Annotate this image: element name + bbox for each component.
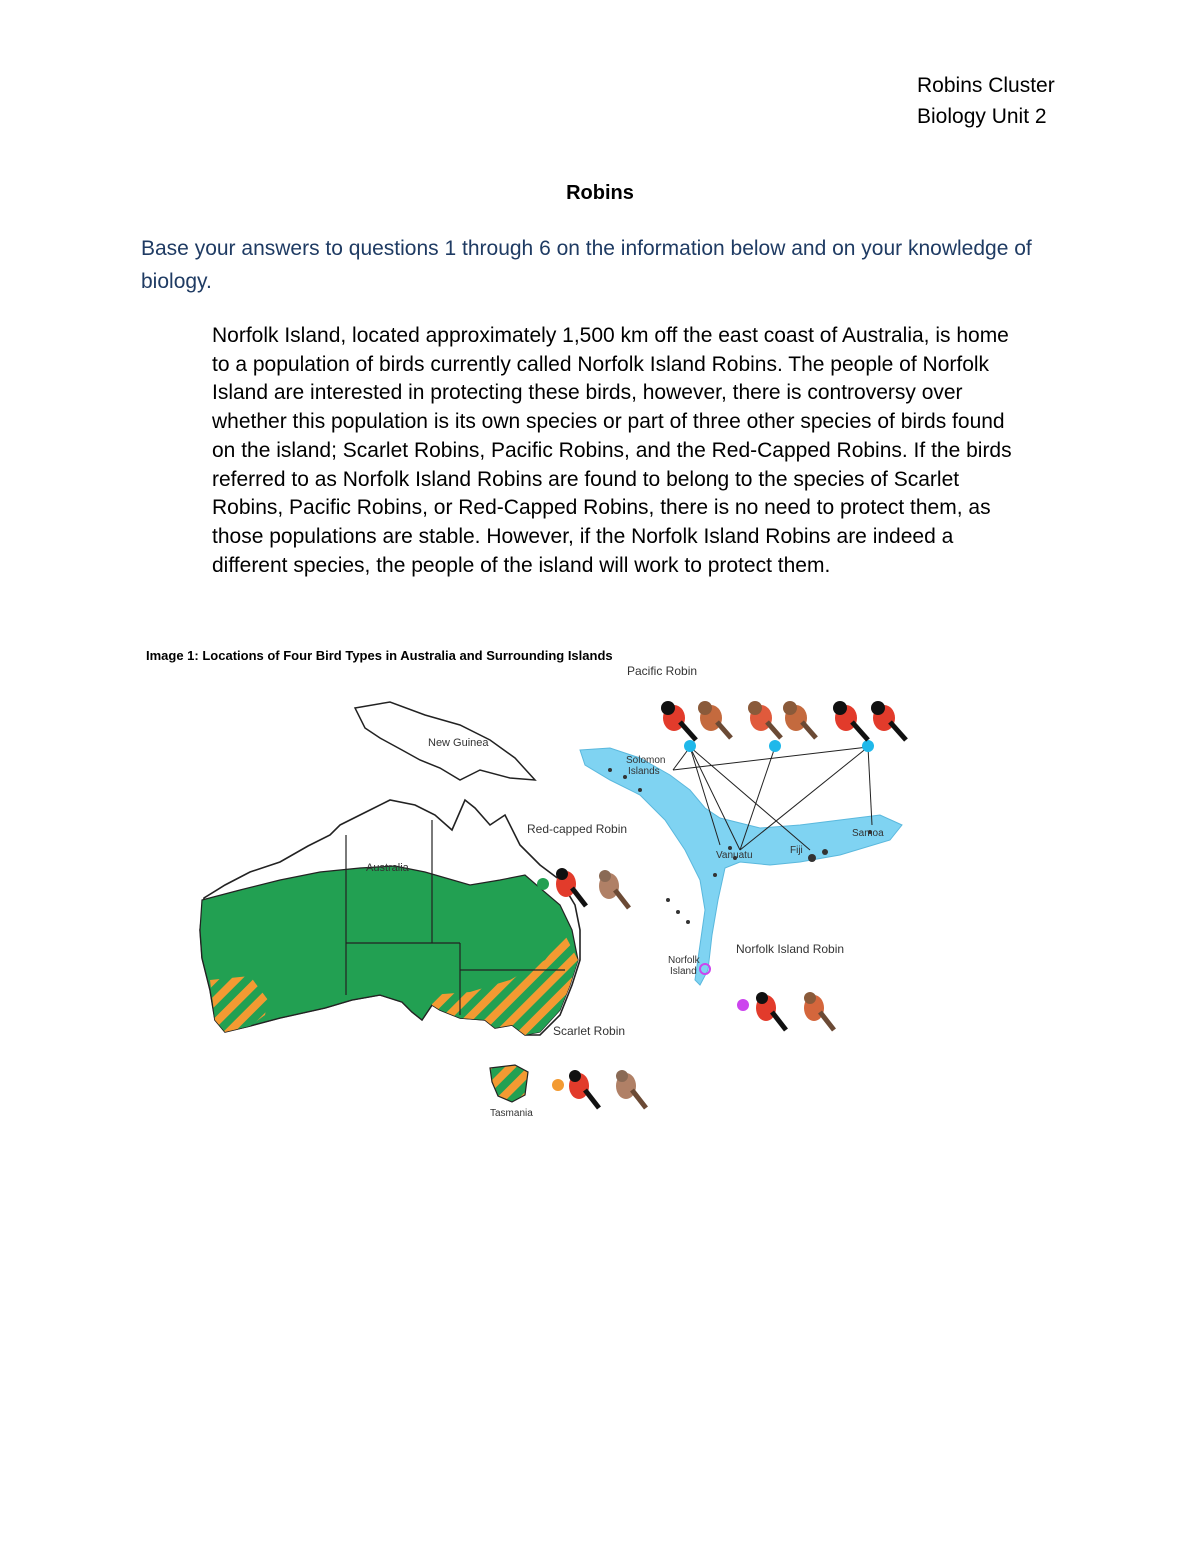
map-illustration bbox=[140, 640, 930, 1130]
bird-icon bbox=[661, 701, 696, 740]
bird-icon bbox=[599, 870, 629, 908]
label-solomon-2: Islands bbox=[628, 766, 660, 777]
passage-text: Norfolk Island, located approximately 1,500 km off the east coast of Australia, is home to a population of birds currently called Norfolk Island Robins. The people of Norfolk Island are interested in protecting these birds, however, there is controversy over whether this population is its own species or part of three other species of birds found on the island; Scarlet Robins, Pacific Robins, and the Red-Capped Robins. If the birds referred to as Norfolk Island Robins are found to belong to the species of Scarlet Robins, Pacific Robins, or Red-Capped Robins, there is no need to protect them, as those populations are stable. However, if the Norfolk Island Robins are indeed a different species, the people of the island will work to protect them. bbox=[212, 324, 1012, 577]
label-norfolk-1: Norfolk bbox=[668, 955, 700, 966]
bird-icon bbox=[616, 1070, 646, 1108]
bird-locations-figure bbox=[140, 640, 930, 1130]
label-pacific-robin: Pacific Robin bbox=[627, 664, 698, 678]
bird-icon bbox=[748, 701, 781, 738]
scarlet-robin-birds bbox=[569, 1070, 646, 1108]
label-tasmania: Tasmania bbox=[490, 1108, 533, 1119]
label-australia: Australia bbox=[366, 862, 409, 874]
label-new-guinea: New Guinea bbox=[428, 737, 489, 749]
pacific-robin-birds bbox=[661, 701, 906, 740]
label-norfolk-2: Island bbox=[670, 966, 697, 977]
pacific-robin-dot-1 bbox=[684, 740, 696, 752]
scarlet-robin-dot bbox=[552, 1079, 564, 1091]
norfolk-island-robin-dot bbox=[737, 999, 749, 1011]
norfolk-island-robin-birds bbox=[756, 992, 834, 1030]
label-fiji: Fiji bbox=[790, 845, 803, 856]
bird-icon bbox=[804, 992, 834, 1030]
label-norfolk-island-robin: Norfolk Island Robin bbox=[736, 942, 845, 956]
label-vanuatu: Vanuatu bbox=[716, 850, 753, 861]
pacific-robin-dot-3 bbox=[862, 740, 874, 752]
label-solomon-1: Solomon bbox=[626, 755, 666, 766]
bird-icon bbox=[698, 701, 731, 738]
header-unit-name: Biology Unit 2 bbox=[917, 105, 1047, 128]
bird-icon bbox=[871, 701, 906, 740]
instructions-text: Base your answers to questions 1 through 6 on the information below and on your knowledge of biology. bbox=[141, 237, 1032, 293]
page-title: Robins bbox=[566, 182, 634, 204]
label-scarlet-robin: Scarlet Robin bbox=[553, 1024, 626, 1038]
pacific-robin-dot-2 bbox=[769, 740, 781, 752]
document-header bbox=[917, 70, 1055, 132]
bird-icon bbox=[783, 701, 816, 738]
red-capped-robin-dot bbox=[537, 878, 549, 890]
label-samoa: Samoa bbox=[852, 828, 884, 839]
header-cluster-name: Robins Cluster bbox=[917, 74, 1055, 97]
label-red-capped-robin: Red-capped Robin bbox=[527, 822, 628, 836]
bird-icon bbox=[756, 992, 786, 1030]
figure-caption: Image 1: Locations of Four Bird Types in Australia and Surrounding Islands bbox=[146, 648, 613, 663]
bird-icon bbox=[833, 701, 868, 740]
bird-icon bbox=[569, 1070, 599, 1108]
tasmania-outline bbox=[490, 1065, 528, 1102]
